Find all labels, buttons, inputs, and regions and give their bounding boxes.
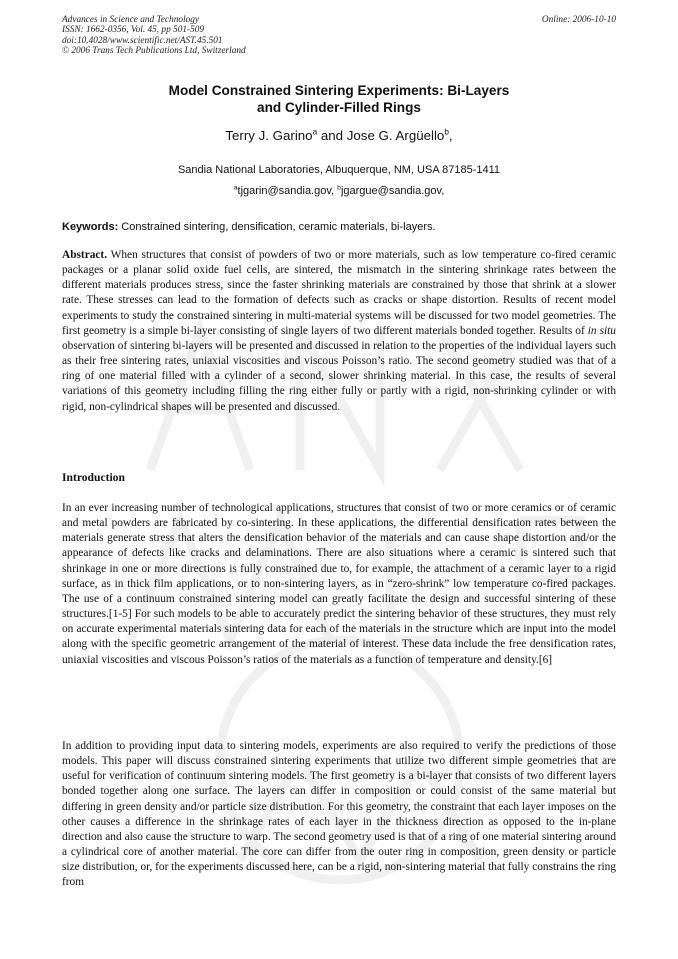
title-line-2: and Cylinder-Filled Rings	[257, 100, 421, 115]
author-connector: and	[317, 128, 347, 143]
email-a-mark: a	[233, 184, 238, 192]
copyright-line: © 2006 Trans Tech Publications Ltd, Switzerland	[62, 46, 246, 57]
author-2-affiliation-mark: b	[444, 127, 449, 137]
abstract-text-b: observation of sintering bi-layers will be presented and discussed in relation to the properties of the individual layers such as their free sintering rates, uniaxial viscosities and viscous Poisson’s ratio. The second geometry studied was that of a ring of one material filled with a cylinder of a second, slower shrinking material. In this case, the results of several variations of this geometry including filling the ring either fully or partly with a rigid, non-shrinking cylinder or with rigid, non-cylindrical shapes will be presented and discussed.	[62, 339, 616, 413]
journal-header	[62, 15, 616, 57]
email-b: jgargue@sandia.gov,	[340, 185, 445, 197]
author-list	[62, 128, 616, 144]
author-1-affiliation-mark: a	[312, 127, 318, 137]
abstract-paragraph	[62, 248, 616, 415]
online-date: Online: 2006-10-10	[541, 15, 616, 25]
introduction-paragraph-2: In addition to providing input data to sintering models, experiments are also required to verify the predictions of those models. This paper will discuss constrained sintering experiments that utilize two different simple geometries that are useful for verification of continuum sintering models. The first geometry is a bi-layer that consists of two different layers bonded together along one surface. The layers can differ in composition or could consist of the same material but differing in green density and/or particle size distribution. For this geometry, the constraint that each layer imposes on the other causes a difference in the shrinkage rates of each layer in the thickness direction as opposed to the in-plane direction and also cause the structure to warp. The second geometry used is that of a ring of one material sintering around a cylindrical core of another material. The core can differ from the outer ring in composition, green density or particle size distribution, or, for the experiments discussed here, can be a rigid, non-sintering material that fully constrains the ring from	[62, 740, 616, 889]
paper-title	[62, 82, 616, 116]
doi-line: doi:10.4028/www.scientific.net/AST.45.501	[62, 35, 223, 46]
issn-line: ISSN: 1662-0356, Vol. 45, pp 501-509	[62, 25, 205, 36]
journal-name: Advances in Science and Technology	[62, 15, 200, 25]
author-trailing: ,	[448, 128, 453, 143]
keywords-label: Keywords:	[62, 221, 119, 233]
author-1: Terry J. Garino	[225, 128, 313, 143]
keywords-text: Constrained sintering, densification, ceramic materials, bi-layers.	[118, 221, 436, 233]
abstract-text-a: When structures that consist of powders of two or more materials, such as low temperature co-fired ceramic packages or a planar solid oxide fuel cells, are sintered, the mismatch in the sintering shrinkage rates between the different materials produces stress, since the faster shrinking materials are constrained by those that shrink at a slower rate. These stresses can lead to the formation of defects such as cracks or shape distortion. Results of recent model experiments to study the constrained sintering in multi-material systems will be discussed for two model geometries. The first geometry is a simple bi-layer consisting of single layers of two different materials bonded together. Results of	[62, 249, 616, 337]
email-line	[62, 184, 616, 198]
email-a: tjgarin@sandia.gov,	[237, 185, 338, 197]
author-2: Jose G. Argüello	[346, 128, 445, 143]
email-b-mark: b	[337, 184, 341, 192]
introduction-paragraph-1: In an ever increasing number of technological applications, structures that consist of two or more ceramics or of ceramic and metal powders are fabricated by co-sintering. In these applications, the differential densification rates between the materials generate stress that alters the densification behavior of the materials and can cause shape distortion and/or the appearance of defects like cracks and delaminations. There are also situations where a ceramic is sintered such that shrinkage in one or more directions is fully constrained due to, for example, the attachment of a ceramic layer to a rigid surface, as in thick film applications, or to non-sintering layers, as in “zero-shrink” low temperature co-fired packages. The use of a continuum constrained sintering model can greatly facilitate the design and successful sintering of these structures.[1-5] For such models to be able to accurately predict the sintering behavior of these structures, they must rely on accurate experimental materials sintering data for each of the materials in the structure which are input into the model along with the specific geometric arrangement of the material of interest. These data include the free densification rates, uniaxial viscosities and viscous Poisson’s ratios of the materials as a function of temperature and density.[6]	[62, 502, 616, 666]
keywords	[62, 220, 616, 234]
abstract-italic: in situ	[587, 324, 616, 337]
affiliation: Sandia National Laboratories, Albuquerque, NM, USA 87185-1411	[177, 164, 501, 176]
title-line-1: Model Constrained Sintering Experiments: Bi-Layers	[168, 83, 510, 98]
abstract-label: Abstract.	[62, 249, 108, 261]
introduction-heading: Introduction	[62, 471, 125, 484]
